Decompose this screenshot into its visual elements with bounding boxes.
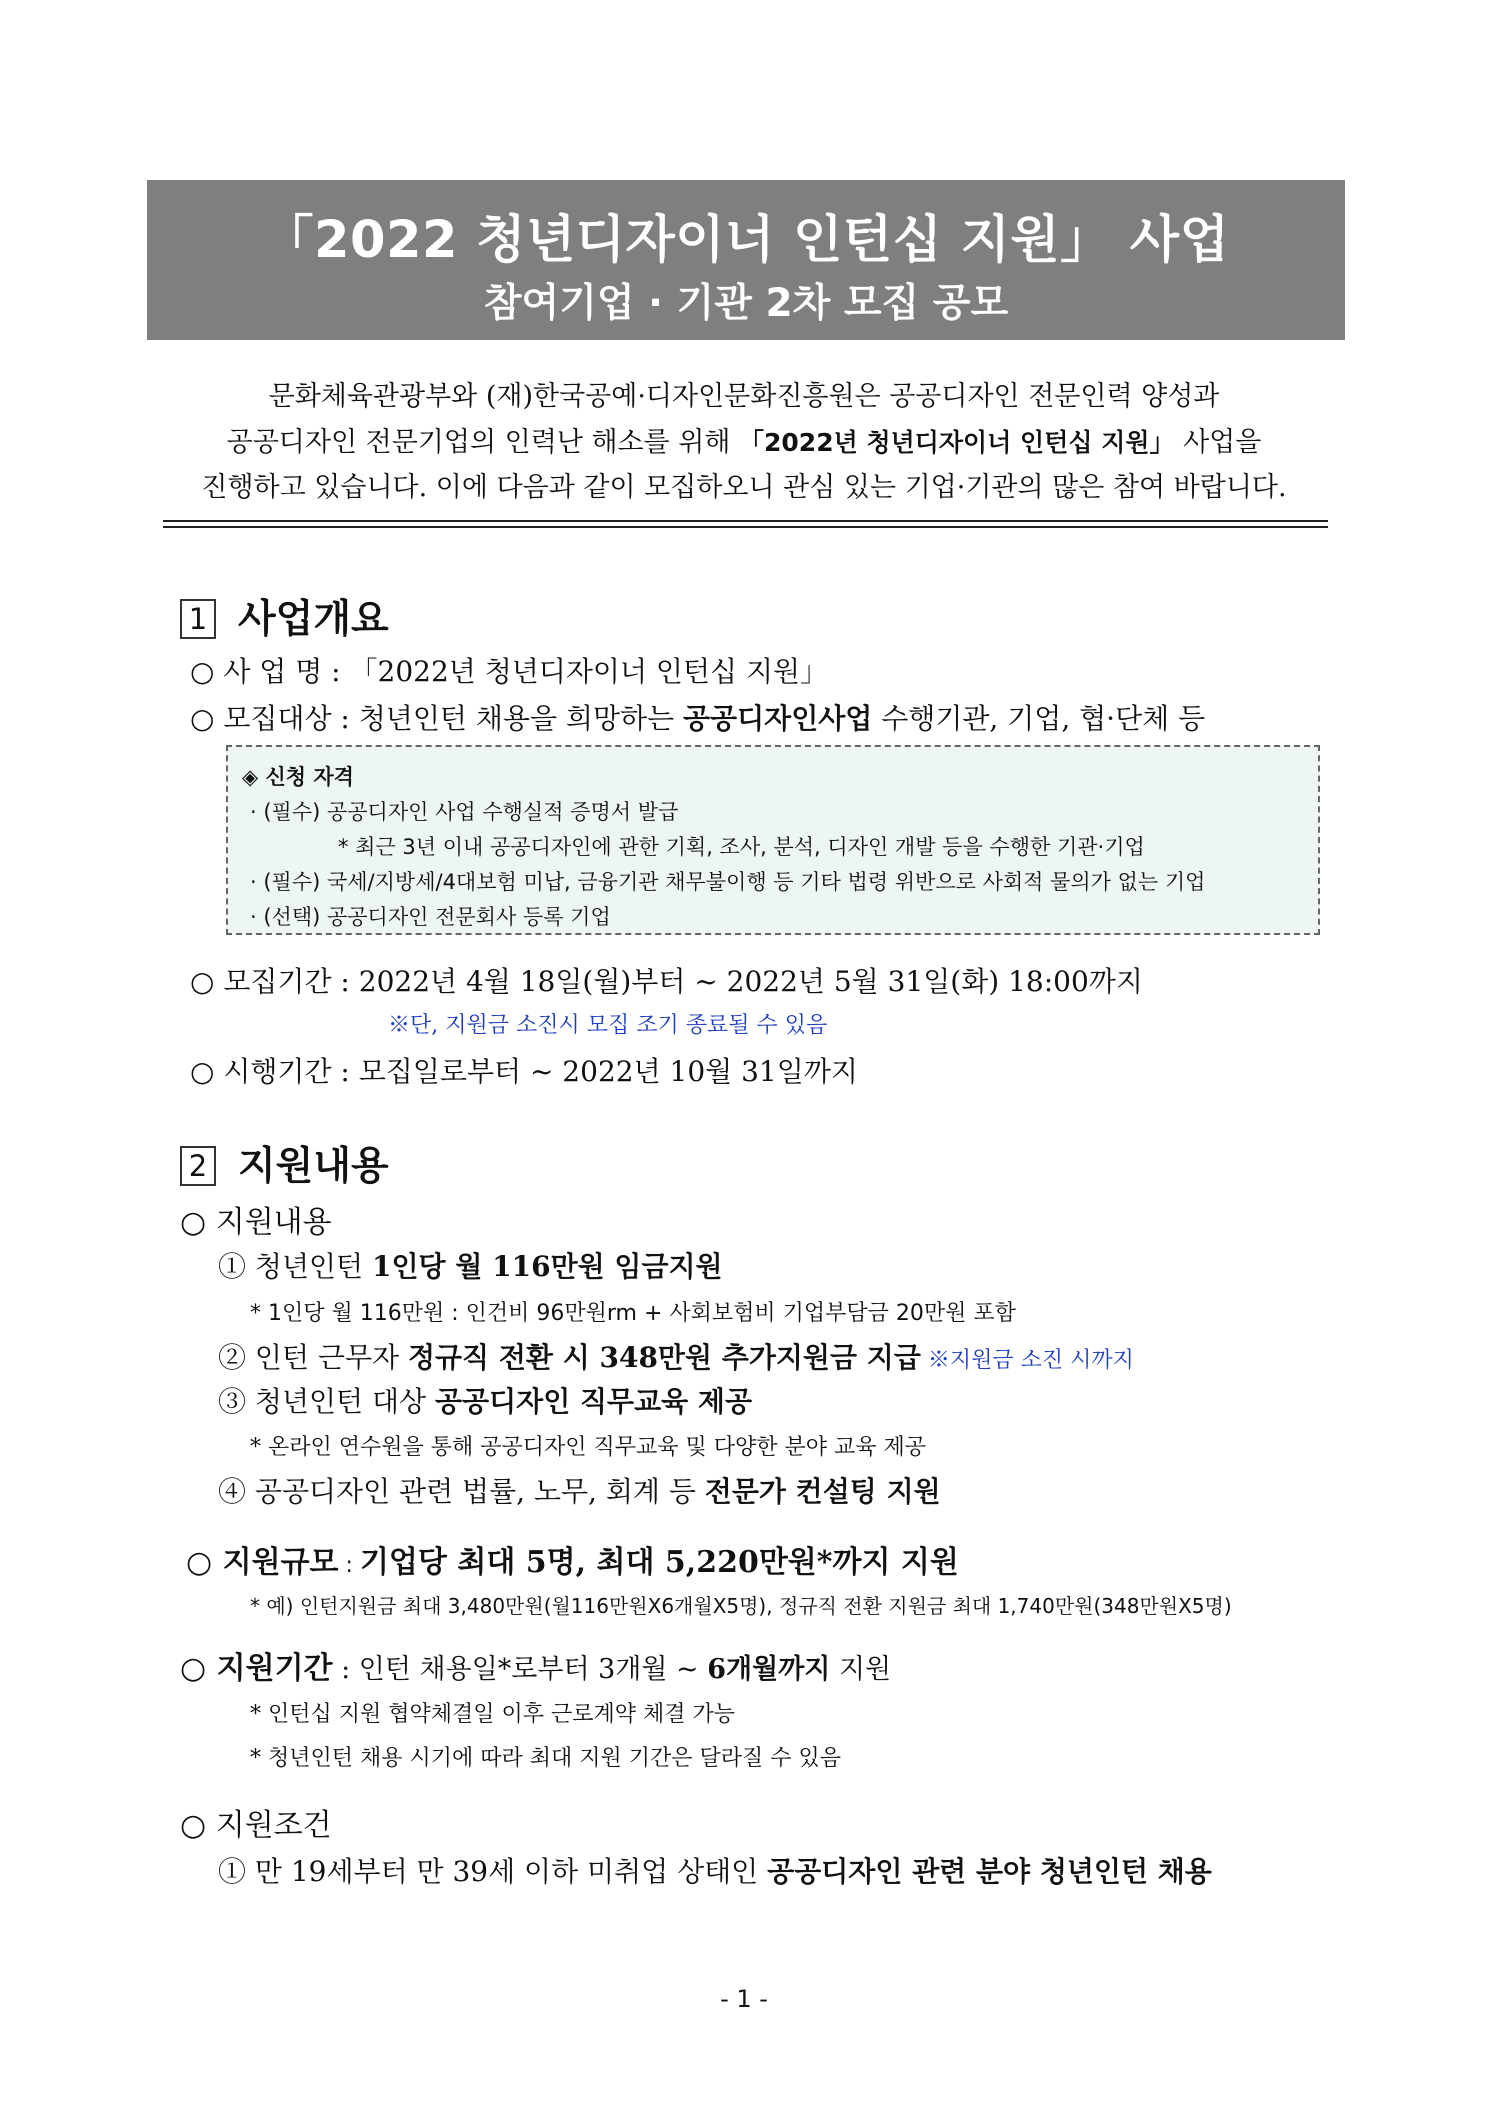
support-period-row — [180, 1643, 891, 1687]
recruit-period-row: ○ 모집기간 : 2022년 4월 18일(월)부터 ~ 2022년 5월 31일(화) 18:00까지 — [190, 965, 1143, 998]
qualification-line-4: · (선택) 공공디자인 전문회사 등록 기업 — [250, 905, 611, 929]
support-scale-row — [186, 1537, 959, 1581]
support-scale-separator: : — [338, 1553, 360, 1578]
support-item-2-emphasis: 정규직 전환 시 348만원 추가지원금 지급 — [407, 1341, 921, 1374]
support-condition-1 — [218, 1850, 1212, 1890]
support-content-heading: ○ 지원내용 — [180, 1205, 332, 1240]
support-period-note-2: * 청년인턴 채용 시기에 따라 최대 지원 기간은 달라질 수 있음 — [250, 1746, 841, 1771]
project-name-row: ○ 사 업 명 : 「2022년 청년디자이너 인턴십 지원」 — [190, 655, 829, 688]
intro-line-2-text: 공공디자인 전문기업의 인력난 해소를 위해 — [226, 427, 740, 458]
support-period-label: ○ 지원기간 — [180, 1651, 333, 1686]
qualification-heading: ◈ 신청 자격 — [242, 765, 354, 789]
divider-top — [163, 520, 1328, 522]
support-item-3-text: ③ 청년인턴 대상 — [218, 1385, 435, 1418]
support-scale-label: ○ 지원규모 — [186, 1545, 339, 1580]
support-item-3 — [218, 1380, 752, 1420]
support-scale-note: * 예) 인턴지원금 최대 3,480만원(월116만원X6개월X5명), 정규직 전환 지원금 최대 1,740만원(348만원X5명) — [250, 1594, 1232, 1618]
support-condition-1-text: ① 만 19세부터 만 39세 이하 미취업 상태인 — [218, 1855, 768, 1888]
support-period-emphasis: 6개월까지 — [707, 1654, 831, 1685]
intro-line-1: 문화체육관광부와 (재)한국공예·디자인문화진흥원은 공공디자인 전문인력 양성과 — [268, 381, 1220, 412]
page-number: - 1 - — [720, 1985, 768, 2013]
qualification-line-2: * 최근 3년 이내 공공디자인에 관한 기획, 조사, 분석, 디자인 개발 등을 수행한 기관·기업 — [338, 835, 1145, 859]
support-item-1-emphasis: 1인당 월 116만원 임금지원 — [372, 1250, 723, 1283]
title-line-1: 「2022 청년디자이너 인턴십 지원」 사업 — [262, 211, 1230, 270]
support-item-4 — [218, 1470, 941, 1510]
qualification-box — [226, 745, 1320, 935]
execution-period-row: ○ 시행기간 : 모집일로부터 ~ 2022년 10월 31일까지 — [190, 1055, 858, 1088]
intro-line-2-end: 사업을 — [1174, 427, 1262, 458]
qualification-line-1: · (필수) 공공디자인 사업 수행실적 증명서 발급 — [250, 800, 679, 824]
support-item-2-text: ② 인턴 근무자 — [218, 1341, 408, 1374]
recruit-target-text: ○ 모집대상 : 청년인턴 채용을 희망하는 — [190, 702, 683, 735]
intro-line-2 — [0, 420, 1488, 459]
recruit-target-end: 수행기관, 기업, 협·단체 등 — [872, 702, 1206, 735]
support-item-1 — [218, 1245, 723, 1285]
support-item-2-note: ※지원금 소진 시까지 — [920, 1348, 1134, 1373]
support-item-3-note: * 온라인 연수원을 통해 공공디자인 직무교육 및 다양한 분야 교육 제공 — [250, 1435, 926, 1460]
recruit-target-row — [190, 697, 1205, 737]
support-period-end: 지원 — [830, 1654, 892, 1685]
support-item-1-note: * 1인당 월 116만원 : 인건비 96만원rm + 사회보험비 기업부담금 20만원 포함 — [250, 1301, 1016, 1326]
section-2-title: 지원내용 — [238, 1144, 389, 1189]
support-period-note-1: * 인턴십 지원 협약체결일 이후 근로계약 체결 가능 — [250, 1702, 735, 1727]
support-period-text: : 인턴 채용일*로부터 3개월 ~ — [332, 1654, 708, 1685]
divider-bottom — [163, 526, 1328, 528]
section-1-number: 1 — [180, 599, 216, 639]
title-banner — [147, 180, 1345, 340]
title-line-2: 참여기업 · 기관 2차 모집 공모 — [483, 281, 1009, 326]
intro-line-3: 진행하고 있습니다. 이에 다음과 같이 모집하오니 관심 있는 기업·기관의 많은 참여 바랍니다. — [201, 472, 1287, 503]
support-scale-emphasis: 기업당 최대 5명, 최대 5,220만원*까지 지원 — [359, 1545, 959, 1580]
recruit-period-note: ※단, 지원금 소진시 모집 조기 종료될 수 있음 — [388, 1013, 828, 1038]
support-item-1-text: ① 청년인턴 — [218, 1250, 372, 1283]
intro-project-name: 「2022년 청년디자이너 인턴십 지원」 — [739, 428, 1175, 457]
support-item-4-emphasis: 전문가 컨설팅 지원 — [704, 1475, 941, 1508]
section-2-heading — [180, 1135, 389, 1191]
section-1-heading — [180, 588, 389, 644]
support-item-4-text: ④ 공공디자인 관련 법률, 노무, 회계 등 — [218, 1475, 705, 1508]
support-condition-heading: ○ 지원조건 — [180, 1808, 332, 1843]
section-1-title: 사업개요 — [238, 597, 389, 642]
support-item-2 — [218, 1336, 1134, 1376]
qualification-line-3: · (필수) 국세/지방세/4대보험 미납, 금융기관 채무불이행 등 기타 법령 위반으로 사회적 물의가 없는 기업 — [250, 870, 1206, 894]
recruit-target-emphasis: 공공디자인사업 — [683, 702, 873, 735]
support-item-3-emphasis: 공공디자인 직무교육 제공 — [435, 1385, 753, 1418]
section-2-number: 2 — [180, 1146, 216, 1186]
support-condition-1-emphasis: 공공디자인 관련 분야 청년인턴 채용 — [767, 1855, 1212, 1888]
